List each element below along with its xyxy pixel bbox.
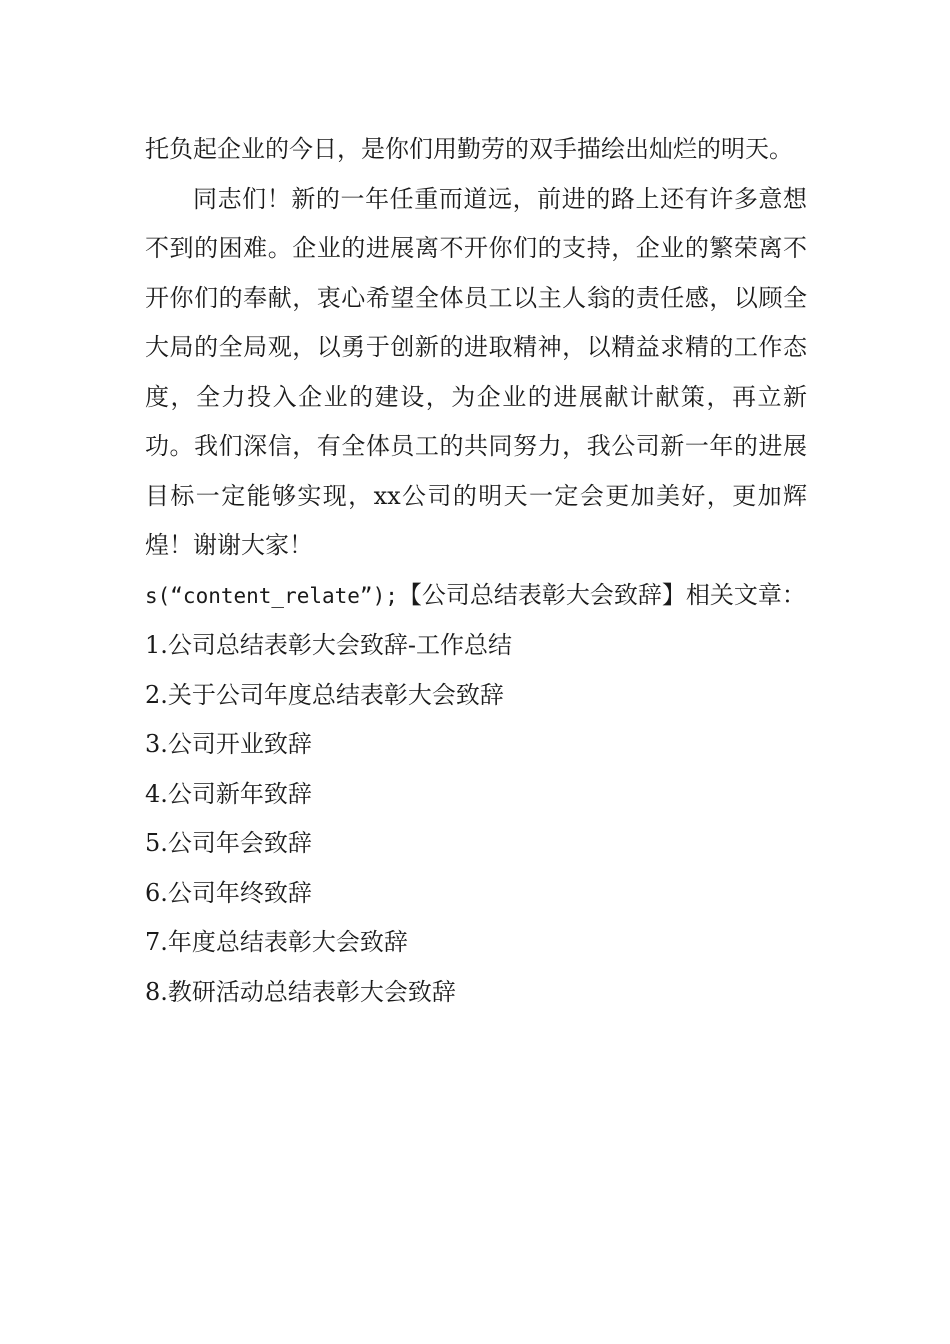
related-article-link[interactable]: 3.公司开业致辞 <box>145 730 312 758</box>
related-script-code: s(“content_relate”); <box>145 583 398 608</box>
related-article-link[interactable]: 6.公司年终致辞 <box>145 878 312 907</box>
related-article-link[interactable]: 1.公司总结表彰大会致辞-工作总结 <box>145 631 513 659</box>
paragraph-continuation: 托负起企业的今日，是你们用勤劳的双手描绘出灿烂的明天。 <box>145 135 793 163</box>
paragraph-closing-speech: 同志们！新的一年任重而道远，前进的路上还有许多意想不到的困难。企业的进展离不开你们的支持，企业的繁荣离不开你们的奉献，衷心希望全体员工以主人翁的责任感，以顾全大局的全局观，以勇于创新的进取精神，以精益求精的工作态度，全力投入企业的建设，为企业的进展献计献策，再立新功。我们深信，有全体员工的共同努力，我公司新一年的进展目标一定能够实现，xx公司的明天一定会更加美好，更加辉煌！谢谢大家！ <box>145 184 807 559</box>
related-article-link[interactable]: 2.关于公司年度总结表彰大会致辞 <box>145 680 504 709</box>
document-body <box>145 125 807 1017</box>
related-articles-heading: 【公司总结表彰大会致辞】相关文章： <box>397 580 806 609</box>
related-article-link[interactable]: 7.年度总结表彰大会致辞 <box>145 928 408 956</box>
related-article-link[interactable]: 5.公司年会致辞 <box>145 829 312 857</box>
related-articles-heading-line <box>145 571 807 622</box>
related-articles-list <box>145 621 807 1017</box>
related-article-link[interactable]: 4.公司新年致辞 <box>145 779 312 808</box>
related-article-link[interactable]: 8.教研活动总结表彰大会致辞 <box>145 977 456 1006</box>
